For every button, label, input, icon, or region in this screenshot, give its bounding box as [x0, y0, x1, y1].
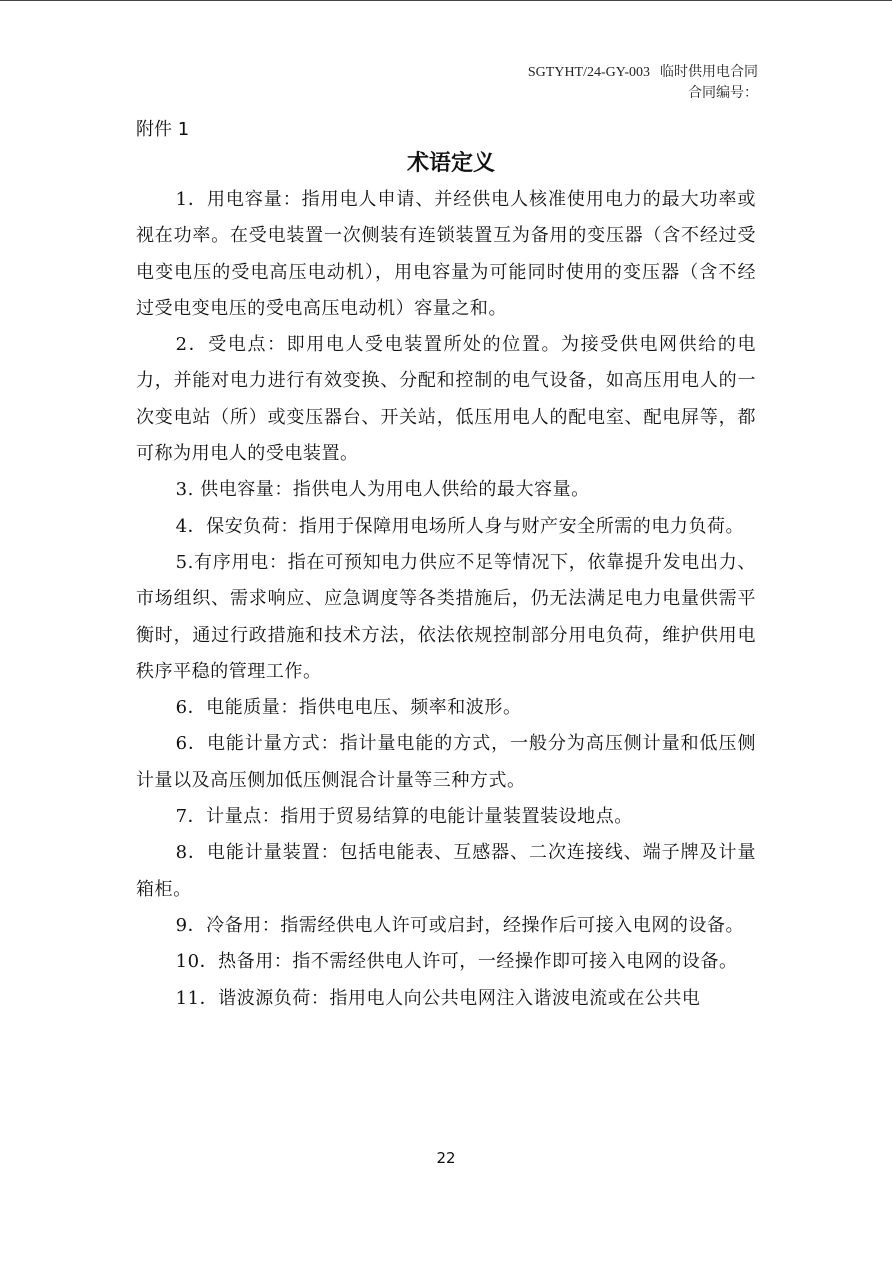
paragraph-11: 10．热备用：指不需经供电人许可，一经操作即可接入电网的设备。 — [175, 951, 738, 973]
paragraph-8: 7．计量点：指用于贸易结算的电能计量装置装设地点。 — [175, 806, 633, 828]
contract-number-label: 合同编号： — [688, 86, 758, 101]
document-body — [136, 182, 756, 1017]
paragraph-10: 9．冷备用：指需经供电人许可或启封，经操作后可接入电网的设备。 — [175, 914, 745, 936]
paragraph-9: 8．电能计量装置：包括电能表、互感器、二次连接线、端子牌及计量箱柜。 — [136, 842, 756, 900]
header-line — [528, 62, 758, 83]
paragraph-4: 4．保安负荷：指用于保障用电场所人身与财产安全所需的电力负荷。 — [175, 515, 745, 537]
attachment-label: 附件 1 — [136, 119, 190, 140]
page-top-border — [0, 0, 892, 1]
paragraph-6: 6．电能质量：指供电电压、频率和波形。 — [175, 697, 522, 719]
paragraph-1: 1．用电容量：指用电人申请、并经供电人核准使用电力的最大功率或视在功率。在受电装置一次侧装有连锁装置互为备用的变压器（含不经过受电变电压的受电高压电动机），用电容量为可能同时使用的变压器（含不经过受电变电压的受电高压电动机）容量之和。 — [136, 189, 756, 319]
contract-code: SGTYHT/24-GY-003 — [527, 65, 650, 80]
paragraph-7: 6．电能计量方式：指计量电能的方式，一般分为高压侧计量和低压侧计量以及高压侧加低压侧混合计量等三种方式。 — [136, 733, 756, 791]
paragraph-12: 11．谐波源负荷：指用电人向公共电网注入谐波电流或在公共电 — [175, 987, 701, 1009]
document-header — [528, 62, 758, 104]
contract-name: 临时供用电合同 — [660, 65, 758, 80]
page-title: 术语定义 — [406, 151, 495, 176]
page-number: 22 — [436, 1149, 456, 1167]
paragraph-3: 3. 供电容量：指供电人为用电人供给的最大容量。 — [175, 479, 590, 501]
paragraph-2: 2．受电点：即用电人受电装置所处的位置。为接受供电网供给的电力，并能对电力进行有效变换、分配和控制的电气设备，如高压用电人的一次变电站（所）或变压器台、开关站，低压用电人的配电室、配电屏等，都可称为用电人的受电装置。 — [136, 334, 756, 465]
paragraph-5: 5.有序用电：指在可预知电力供应不足等情况下，依靠提升发电出力、市场组织、需求响应、应急调度等各类措施后，仍无法满足电力电量供需平衡时，通过行政措施和技术方法，依法依规控制部分用电负荷，维护供用电秩序平稳的管理工作。 — [136, 551, 756, 682]
